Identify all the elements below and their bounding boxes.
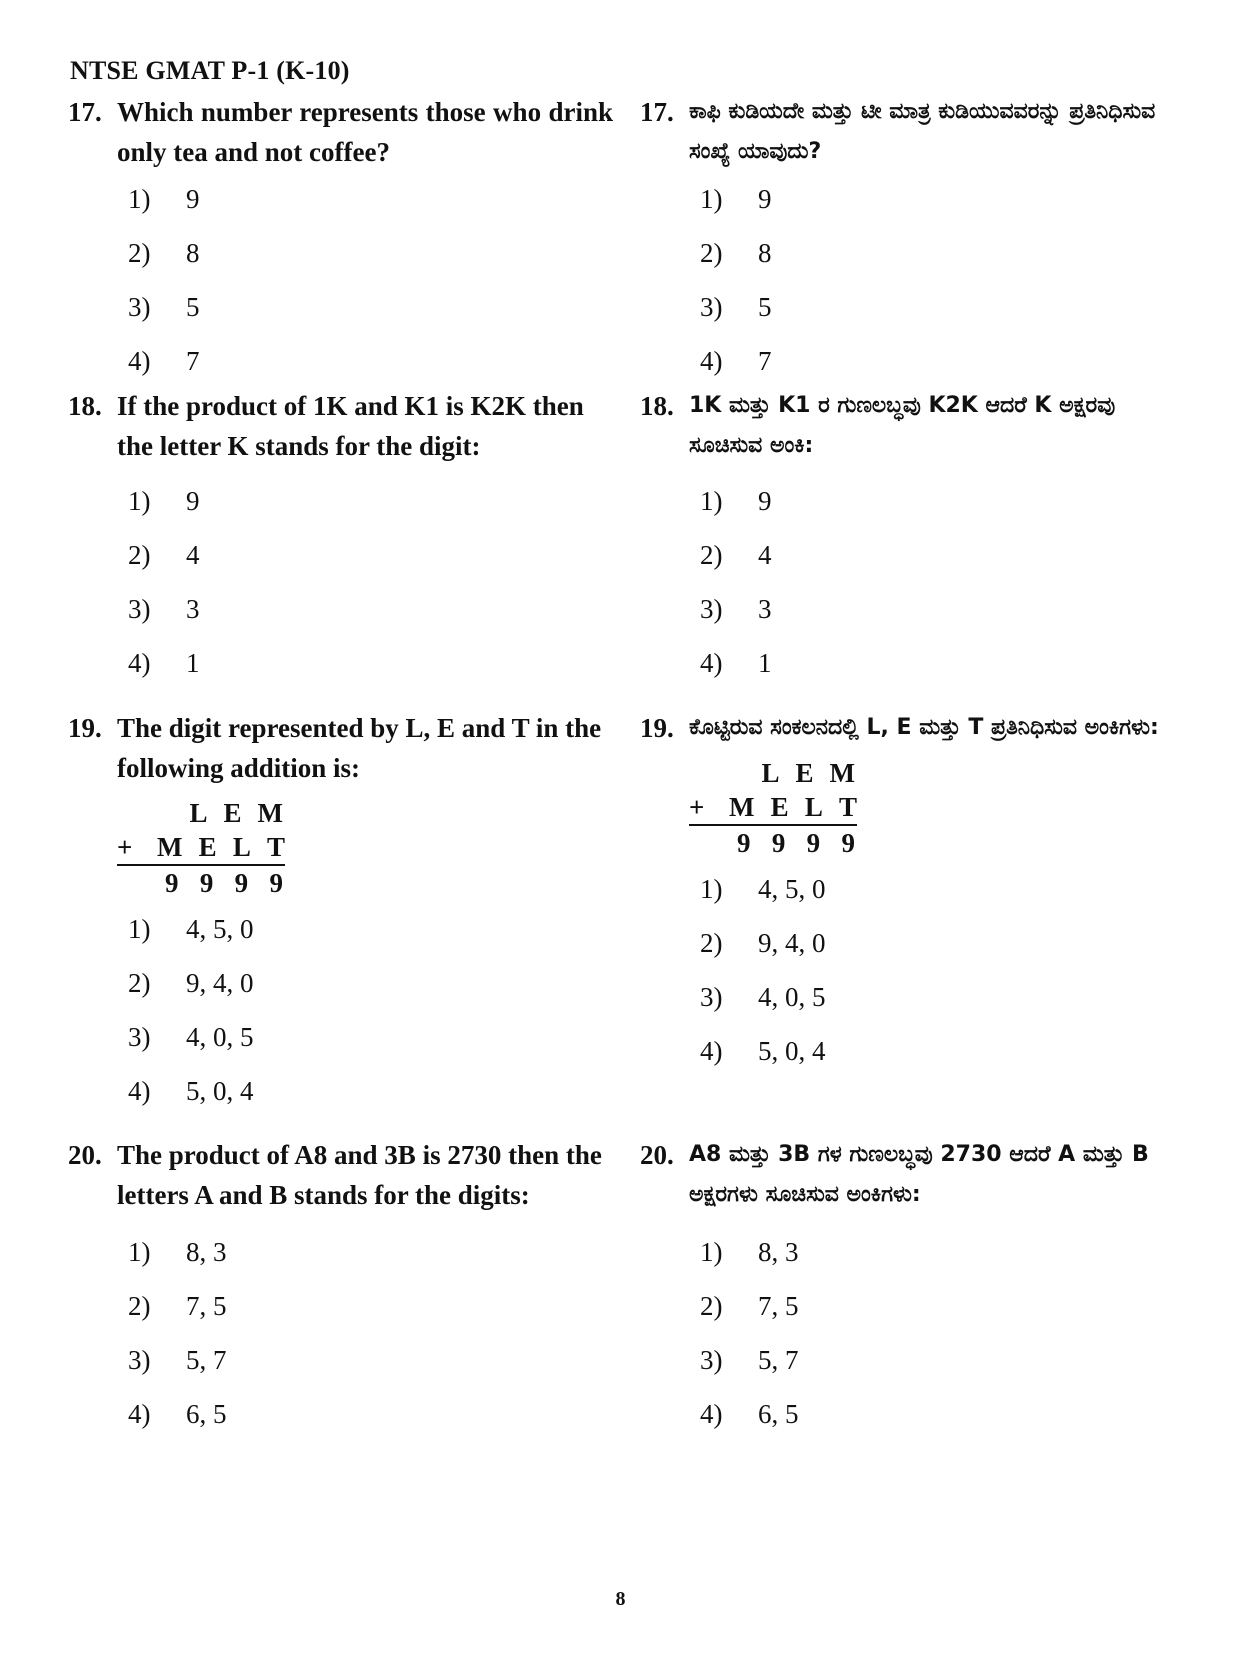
question-18-kn xyxy=(640,386,1185,700)
options-list xyxy=(128,1235,613,1451)
question-18-en xyxy=(68,386,613,700)
option-4[interactable]: 4) 7 xyxy=(128,346,200,376)
option-2[interactable]: 2) 4 xyxy=(128,540,200,570)
option-1[interactable]: 1) 8, 3 xyxy=(128,1237,227,1267)
options-list xyxy=(128,484,613,700)
option-2[interactable]: 2) 9, 4, 0 xyxy=(128,968,254,998)
option-2[interactable]: 2) 7, 5 xyxy=(700,1291,799,1321)
option-4[interactable]: 4) 6, 5 xyxy=(128,1399,227,1429)
question-text: The digit represented by L, E and T in the following addition is: xyxy=(117,713,602,783)
option-1[interactable]: 1) 4, 5, 0 xyxy=(128,914,254,944)
question-text: The product of A8 and 3B is 2730 then the letters A and B stands for the digits: xyxy=(117,1140,602,1210)
option-4[interactable]: 4) 5, 0, 4 xyxy=(128,1076,254,1106)
question-20-kn xyxy=(640,1135,1185,1451)
options-list xyxy=(700,1235,1185,1451)
question-text: If the product of 1K and K1 is K2K then the letter K stands for the digit: xyxy=(117,391,584,461)
option-2[interactable]: 2) 9, 4, 0 xyxy=(700,928,826,958)
page-header: NTSE GMAT P-1 (K-10) xyxy=(70,56,350,85)
option-4[interactable]: 4) 7 xyxy=(700,346,772,376)
question-number: 18. xyxy=(68,391,102,421)
option-4[interactable]: 4) 1 xyxy=(128,648,200,678)
addition-puzzle: L E M + M E L T 9 9 9 9 xyxy=(117,798,285,898)
addition-puzzle: L E M + M E L T 9 9 9 9 xyxy=(689,758,857,858)
option-3[interactable]: 3) 3 xyxy=(700,594,772,624)
option-1[interactable]: 1) 8, 3 xyxy=(700,1237,799,1267)
option-3[interactable]: 3) 3 xyxy=(128,594,200,624)
option-2[interactable]: 2) 4 xyxy=(700,540,772,570)
options-list xyxy=(700,484,1185,700)
option-2[interactable]: 2) 8 xyxy=(128,238,200,268)
question-number: 19. xyxy=(68,713,102,743)
question-text: ಕೊಟ್ಟಿರುವ ಸಂಕಲನದಲ್ಲಿ L, E ಮತ್ತು T ಪ್ರತಿನಿಧಿಸುವ ಅಂಕಿಗಳು: xyxy=(689,715,1159,740)
question-19-en xyxy=(68,708,613,1128)
option-1[interactable]: 1) 9 xyxy=(128,184,200,214)
option-3[interactable]: 3) 5, 7 xyxy=(128,1345,227,1375)
option-1[interactable]: 1) 4, 5, 0 xyxy=(700,874,826,904)
options-list xyxy=(700,872,1185,1088)
question-17-kn xyxy=(640,92,1185,398)
options-list xyxy=(700,182,1185,398)
question-text: A8 ಮತ್ತು 3B ಗಳ ಗುಣಲಬ್ಧವು 2730 ಆದರೆ A ಮತ್ತು B ಅಕ್ಷರಗಳು ಸೂಚಿಸುವ ಅಂಕಿಗಳು: xyxy=(689,1142,1149,1207)
options-list xyxy=(128,182,613,398)
question-text: ಕಾಫಿ ಕುಡಿಯದೇ ಮತ್ತು ಟೀ ಮಾತ್ರ ಕುಡಿಯುವವರನ್ನು ಪ್ರತಿನಿಧಿಸುವ ಸಂಖ್ಯೆ ಯಾವುದು? xyxy=(689,99,1156,164)
option-2[interactable]: 2) 7, 5 xyxy=(128,1291,227,1321)
option-1[interactable]: 1) 9 xyxy=(128,486,200,516)
options-list xyxy=(128,912,613,1128)
option-4[interactable]: 4) 5, 0, 4 xyxy=(700,1036,826,1066)
question-19-kn xyxy=(640,708,1185,1088)
question-number: 19. xyxy=(640,713,674,743)
question-number: 17. xyxy=(640,97,674,127)
question-text: 1K ಮತ್ತು K1 ರ ಗುಣಲಬ್ಧವು K2K ಆದರೆ K ಅಕ್ಷರವು ಸೂಚಿಸುವ ಅಂಕಿ: xyxy=(689,393,1116,458)
option-4[interactable]: 4) 1 xyxy=(700,648,772,678)
question-number: 20. xyxy=(640,1140,674,1170)
option-3[interactable]: 3) 4, 0, 5 xyxy=(128,1022,254,1052)
page-number: 8 xyxy=(615,1588,626,1610)
option-3[interactable]: 3) 5 xyxy=(128,292,200,322)
option-3[interactable]: 3) 4, 0, 5 xyxy=(700,982,826,1012)
question-number: 20. xyxy=(68,1140,102,1170)
question-number: 18. xyxy=(640,391,674,421)
option-1[interactable]: 1) 9 xyxy=(700,184,772,214)
question-text: Which number represents those who drink only tea and not coffee? xyxy=(117,97,613,167)
option-3[interactable]: 3) 5 xyxy=(700,292,772,322)
option-3[interactable]: 3) 5, 7 xyxy=(700,1345,799,1375)
question-number: 17. xyxy=(68,97,102,127)
option-1[interactable]: 1) 9 xyxy=(700,486,772,516)
question-20-en xyxy=(68,1135,613,1451)
option-2[interactable]: 2) 8 xyxy=(700,238,772,268)
question-17-en xyxy=(68,92,613,398)
option-4[interactable]: 4) 6, 5 xyxy=(700,1399,799,1429)
